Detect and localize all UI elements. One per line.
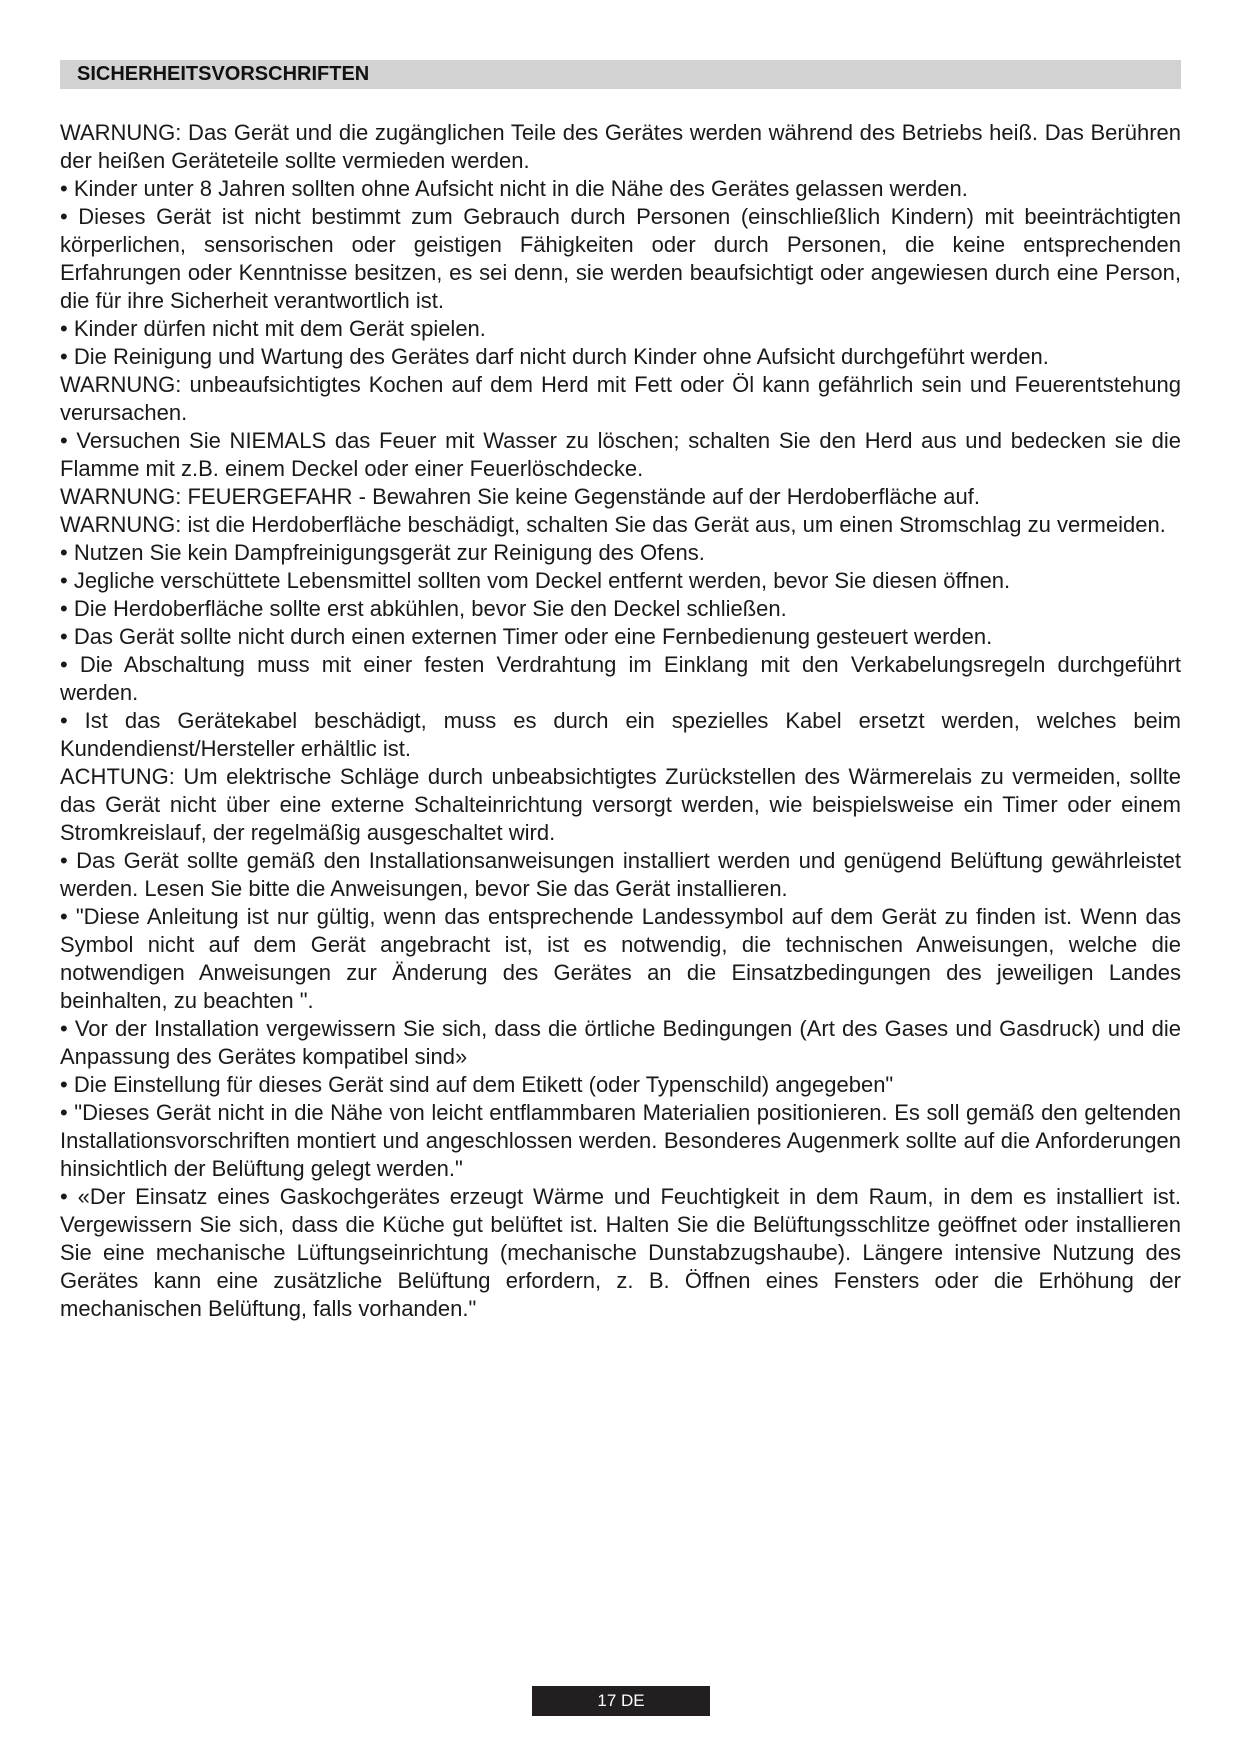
paragraph-settings-label: • Die Einstellung für dieses Gerät sind auf dem Etikett (oder Typenschild) angegeben" [60, 1072, 894, 1097]
paragraph-warning-unattended-cooking: WARNUNG: unbeaufsichtigtes Kochen auf dem Herd mit Fett oder Öl kann gefährlich sein und Feuerentstehung verursachen. [60, 372, 1181, 425]
paragraph-children-no-play: • Kinder dürfen nicht mit dem Gerät spielen. [60, 316, 486, 341]
paragraph-cool-before-closing: • Die Herdoberfläche sollte erst abkühlen, bevor Sie den Deckel schließen. [60, 596, 787, 621]
paragraph-no-external-timer: • Das Gerät sollte nicht durch einen externen Timer oder eine Fernbedienung gesteuert werden. [60, 624, 993, 649]
page-number-label: 17 DE [597, 1691, 645, 1710]
paragraph-reduced-capabilities: • Dieses Gerät ist nicht bestimmt zum Gebrauch durch Personen (einschließlich Kindern) mit beeinträchtigten körperlichen, sensorischen oder geistigen Fähigkeiten oder durch Personen, die keine entsprechenden Erfahrungen oder Kenntnisse besitzen, es sei denn, sie werden beaufsichtigt oder angewiesen durch eine Person, die für ihre Sicherheit verantwortlich ist. [60, 204, 1181, 313]
paragraph-remove-spills: • Jegliche verschüttete Lebensmittel sollten vom Deckel entfernt werden, bevor Sie diesen öffnen. [60, 568, 1011, 593]
page-number [532, 1686, 710, 1716]
paragraph-gas-appliance-ventilation: • «Der Einsatz eines Gaskochgerätes erzeugt Wärme und Feuchtigkeit in dem Raum, in dem es installiert ist. Vergewissern Sie sich, dass die Küche gut belüftet ist. Halten Sie die Belüftungsschlitze geöffnet oder installieren Sie eine mechanische Lüftungseinrichtung (mechanische Dunstabzugshaube). Längere intensive Nutzung des Gerätes kann eine zusätzliche Belüftung erfordern, z. B. Öffnen eines Fensters oder die Erhöhung der mechanischen Belüftung, falls vorhanden." [60, 1184, 1181, 1321]
section-header [60, 60, 1181, 89]
paragraph-no-steam-cleaner: • Nutzen Sie kein Dampfreinigungsgerät zur Reinigung des Ofens. [60, 540, 705, 565]
paragraph-damaged-cable: • Ist das Gerätekabel beschädigt, muss es durch ein spezielles Kabel ersetzt werden, welches beim Kundendienst/Hersteller erhältlic ist. [60, 708, 1181, 761]
paragraph-flammable-materials: • "Dieses Gerät nicht in die Nähe von leicht entflammbaren Materialien positionieren. Es soll gemäß den geltenden Installationsvorschriften montiert und angeschlossen werden. Besonderes Augenmerk sollte auf die Anforderungen hinsichtlich der Belüftung gelegt werden." [60, 1100, 1181, 1181]
paragraph-fixed-wiring: • Die Abschaltung muss mit einer festen Verdrahtung im Einklang mit den Verkabelungsregeln durchgeführt werden. [60, 652, 1181, 705]
safety-instructions-body [60, 119, 1181, 1323]
paragraph-installation-ventilation: • Das Gerät sollte gemäß den Installationsanweisungen installiert werden und genügend Belüftung gewährleistet werden. Lesen Sie bitte die Anweisungen, bevor Sie das Gerät installieren. [60, 848, 1181, 901]
paragraph-warning-damaged-surface: WARNUNG: ist die Herdoberfläche beschädigt, schalten Sie das Gerät aus, um einen Stromschlag zu vermeiden. [60, 512, 1166, 537]
paragraph-country-symbol: • "Diese Anleitung ist nur gültig, wenn das entsprechende Landessymbol auf dem Gerät zu finden ist. Wenn das Symbol nicht auf dem Gerät angebracht ist, ist es notwendig, die technischen Anweisungen, welche die notwendigen Anweisungen zur Änderung des Gerätes an die Einsatzbedingungen des jeweiligen Landes beinhalten, zu beachten ". [60, 904, 1181, 1013]
paragraph-cleaning-by-children: • Die Reinigung und Wartung des Gerätes darf nicht durch Kinder ohne Aufsicht durchgeführt werden. [60, 344, 1049, 369]
paragraph-caution-thermal-relay: ACHTUNG: Um elektrische Schläge durch unbeabsichtigtes Zurückstellen des Wärmerelais zu vermeiden, sollte das Gerät nicht über eine externe Schalteinrichtung versorgt werden, wie beispielsweise ein Timer oder einem Stromkreislauf, der regelmäßig ausgeschaltet wird. [60, 764, 1181, 845]
paragraph-warning-hot-parts: WARNUNG: Das Gerät und die zugänglichen Teile des Gerätes werden während des Betriebs heiß. Das Berühren der heißen Geräteteile sollte vermieden werden. [60, 120, 1181, 173]
paragraph-no-water-on-fire: • Versuchen Sie NIEMALS das Feuer mit Wasser zu löschen; schalten Sie den Herd aus und bedecken sie die Flamme mit z.B. einem Deckel oder einer Feuerlöschdecke. [60, 428, 1181, 481]
section-title: SICHERHEITSVORSCHRIFTEN [77, 63, 370, 85]
paragraph-children-under-8: • Kinder unter 8 Jahren sollten ohne Aufsicht nicht in die Nähe des Gerätes gelassen werden. [60, 176, 968, 201]
paragraph-warning-fire-hazard: WARNUNG: FEUERGEFAHR - Bewahren Sie keine Gegenstände auf der Herdoberfläche auf. [60, 484, 980, 509]
paragraph-local-conditions: • Vor der Installation vergewissern Sie sich, dass die örtliche Bedingungen (Art des Gases und Gasdruck) und die Anpassung des Gerätes kompatibel sind» [60, 1016, 1181, 1069]
